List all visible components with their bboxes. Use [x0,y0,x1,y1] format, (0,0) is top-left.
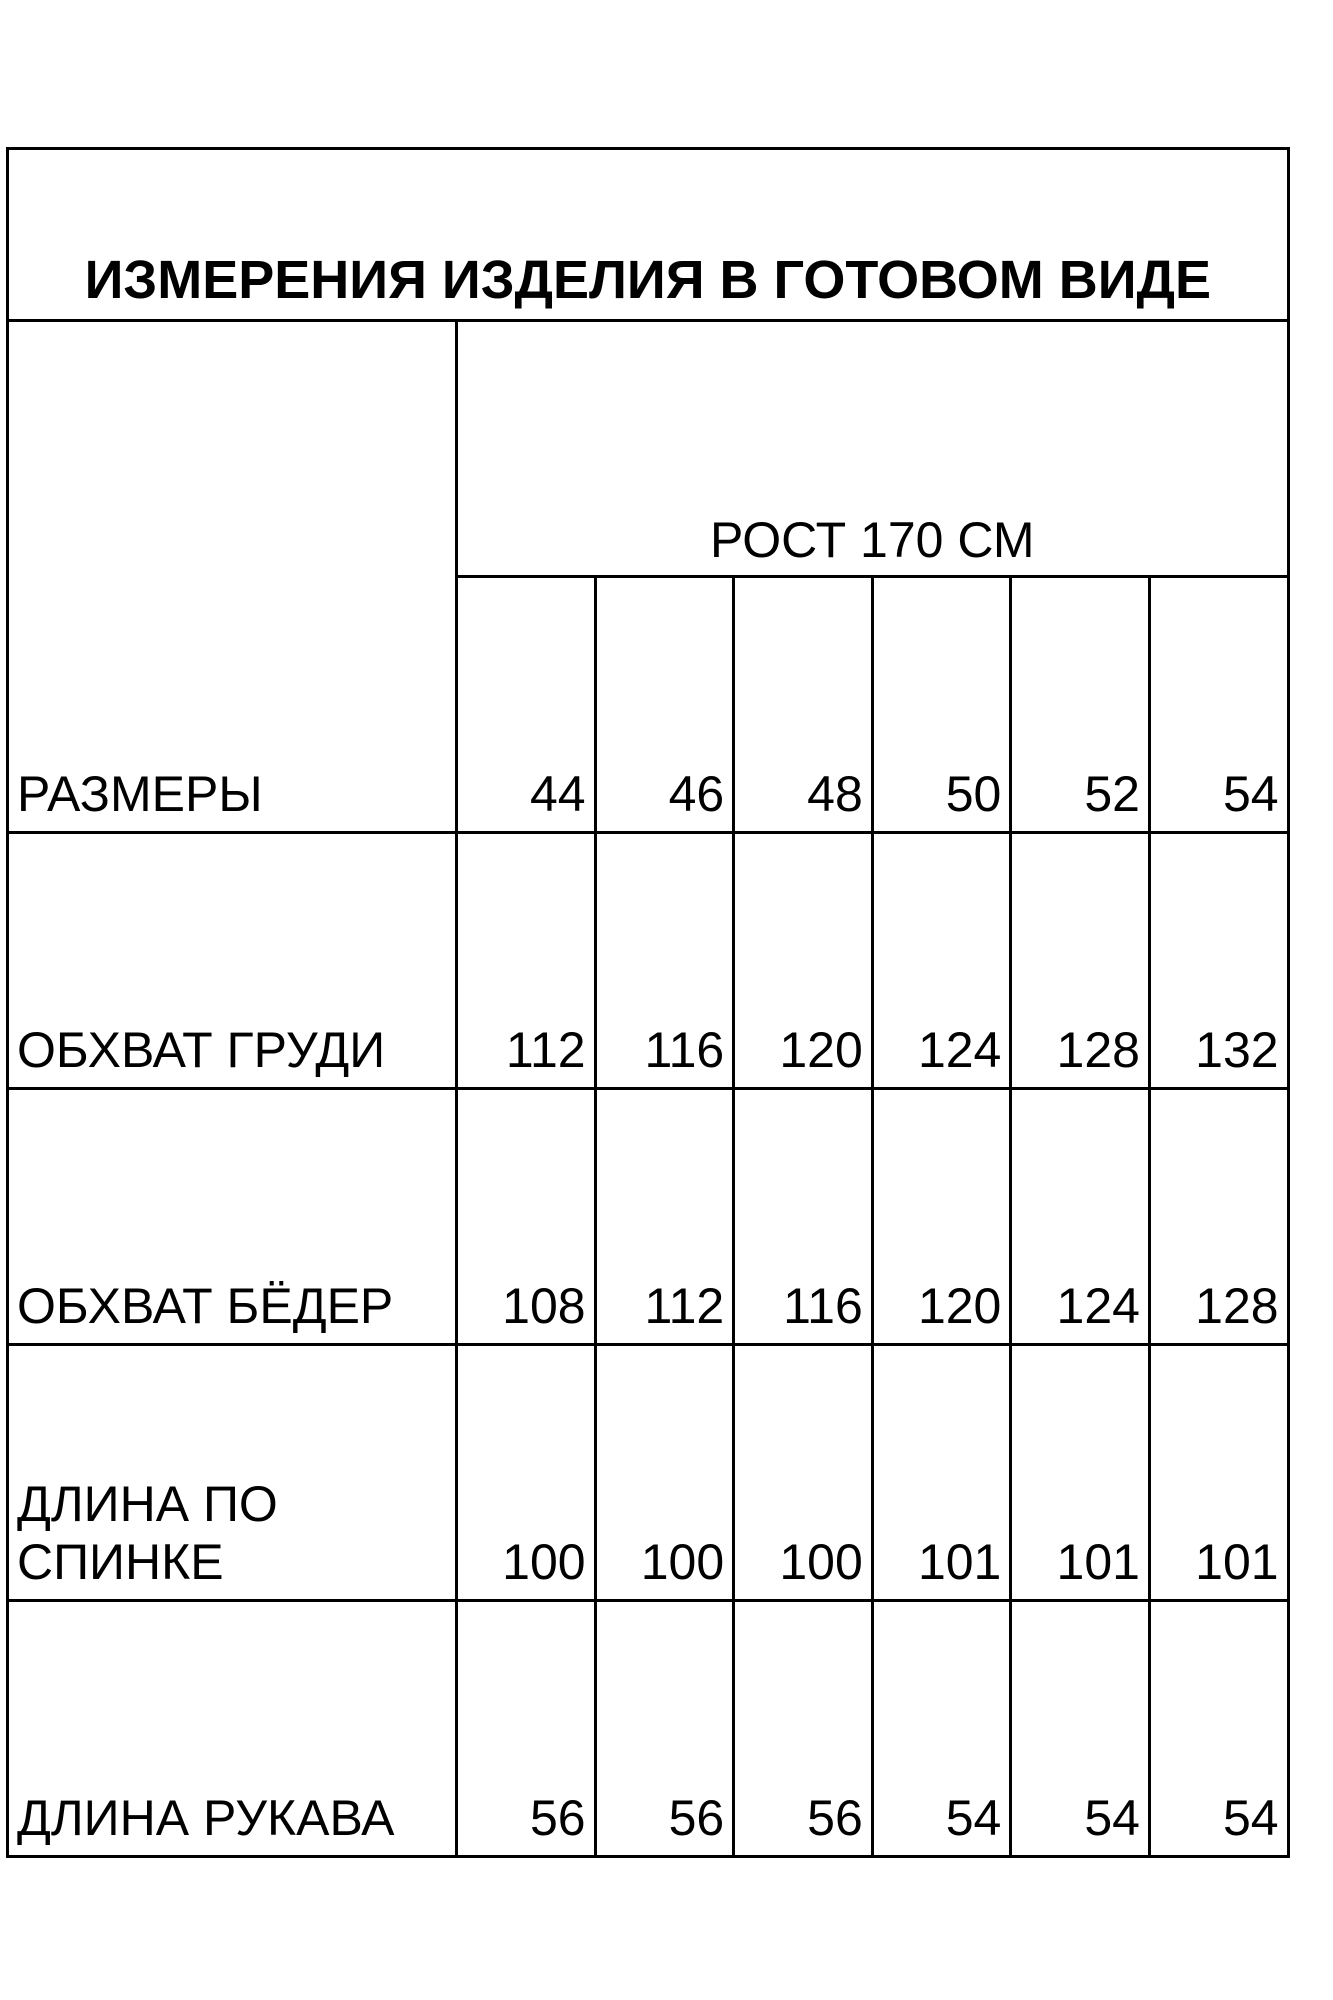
value-cell: 100 [595,1345,734,1601]
value-cell: 112 [595,1089,734,1345]
row-label-line: ДЛИНА ПО [17,1476,278,1532]
value-cell: 56 [595,1601,734,1857]
value-cell: 108 [457,1089,596,1345]
height-row [8,321,1289,577]
size-cell: 52 [1011,577,1150,833]
row-label [8,1345,457,1601]
table-row-back-length [8,1345,1289,1601]
value-cell: 112 [457,833,596,1089]
size-cell: 48 [734,577,873,833]
value-cell: 54 [1011,1601,1150,1857]
table-title: ИЗМЕРЕНИЯ ИЗДЕЛИЯ В ГОТОВОМ ВИДЕ [8,149,1289,321]
sizes-label: РАЗМЕРЫ [8,321,457,833]
value-cell: 128 [1149,1089,1288,1345]
row-label: ДЛИНА РУКАВА [8,1601,457,1857]
height-label: РОСТ 170 СМ [457,321,1289,577]
size-cell: 44 [457,577,596,833]
table-row-hips [8,1089,1289,1345]
size-cell: 46 [595,577,734,833]
value-cell: 120 [872,1089,1011,1345]
value-cell: 101 [872,1345,1011,1601]
value-cell: 56 [734,1601,873,1857]
value-cell: 54 [872,1601,1011,1857]
row-label-line: СПИНКЕ [17,1533,224,1590]
value-cell: 120 [734,833,873,1089]
title-row [8,149,1289,321]
table-row-chest [8,833,1289,1089]
value-cell: 100 [457,1345,596,1601]
value-cell: 101 [1011,1345,1150,1601]
size-cell: 54 [1149,577,1288,833]
size-chart-table [6,147,1290,1858]
row-label: ОБХВАТ БЁДЕР [8,1089,457,1345]
value-cell: 132 [1149,833,1288,1089]
value-cell: 101 [1149,1345,1288,1601]
value-cell: 116 [595,833,734,1089]
size-cell: 50 [872,577,1011,833]
value-cell: 116 [734,1089,873,1345]
value-cell: 54 [1149,1601,1288,1857]
row-label: ОБХВАТ ГРУДИ [8,833,457,1089]
value-cell: 128 [1011,833,1150,1089]
value-cell: 100 [734,1345,873,1601]
value-cell: 56 [457,1601,596,1857]
table-row-sleeve-length [8,1601,1289,1857]
value-cell: 124 [1011,1089,1150,1345]
value-cell: 124 [872,833,1011,1089]
